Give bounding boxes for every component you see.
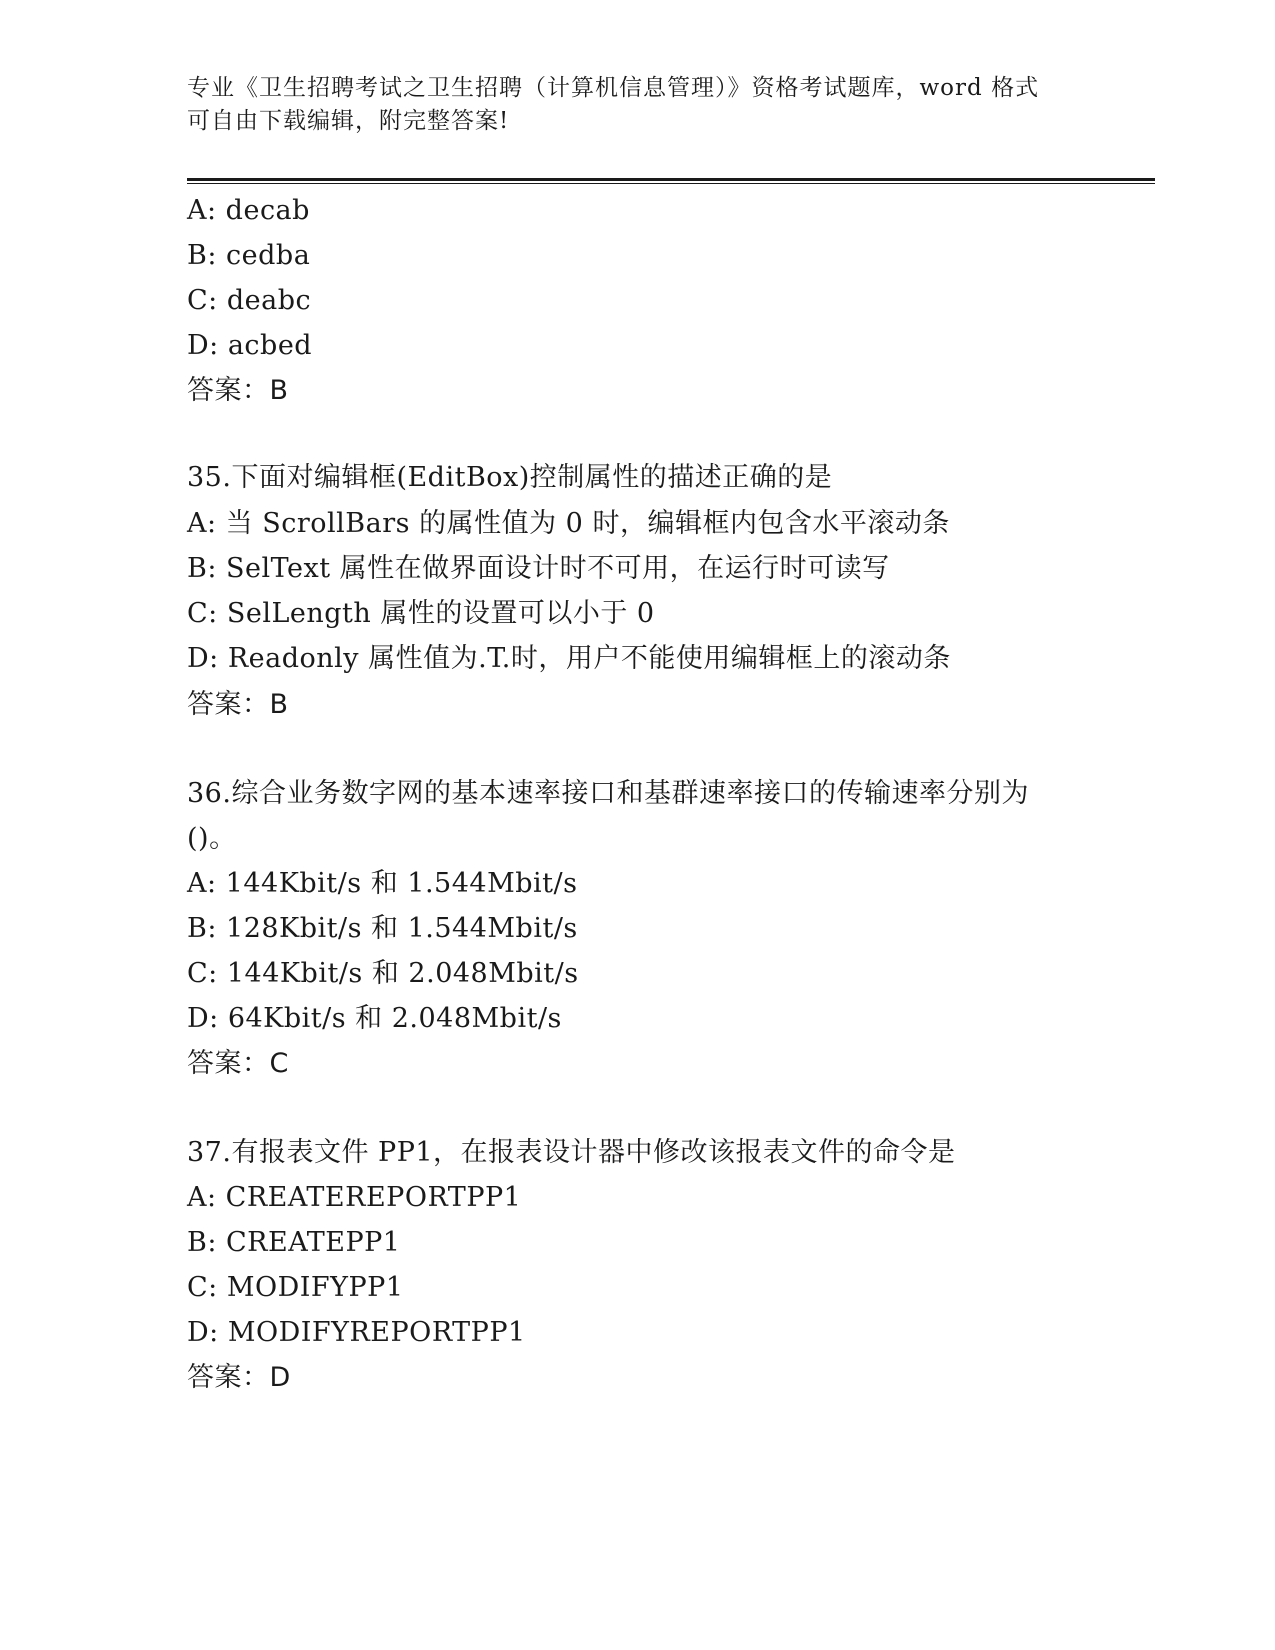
- answer-label: 答案：B: [187, 689, 289, 720]
- option-c: C: SelLength 属性的设置可以小于 0: [187, 598, 655, 629]
- option-b: B: SelText 属性在做界面设计时不可用，在运行时可读写: [187, 553, 890, 584]
- answer-label: 答案：D: [187, 1362, 291, 1393]
- option-b: B: cedba: [187, 240, 311, 271]
- option-d: D: 64Kbit/s 和 2.048Mbit/s: [187, 1003, 562, 1034]
- option-d: D: Readonly 属性值为.T.时，用户不能使用编辑框上的滚动条: [187, 643, 951, 674]
- option-d: D: acbed: [187, 330, 313, 361]
- option-c: C: 144Kbit/s 和 2.048Mbit/s: [187, 958, 579, 989]
- header-line-1: 专业《卫生招聘考试之卫生招聘（计算机信息管理）》资格考试题库，word 格式: [187, 75, 1040, 101]
- option-b: B: 128Kbit/s 和 1.544Mbit/s: [187, 913, 578, 944]
- question-stem: 37.有报表文件 PP1，在报表设计器中修改该报表文件的命令是: [187, 1137, 956, 1168]
- question-stem-continued: ()。: [187, 823, 237, 854]
- page-header: [187, 72, 1087, 138]
- question-stem: 36.综合业务数字网的基本速率接口和基群速率接口的传输速率分别为: [187, 778, 1029, 809]
- option-a: A: decab: [187, 195, 310, 226]
- option-c: C: MODIFYPP1: [187, 1272, 404, 1303]
- option-d: D: MODIFYREPORTPP1: [187, 1317, 526, 1348]
- answer-label: 答案：B: [187, 375, 289, 406]
- header-line-2: 可自由下载编辑，附完整答案!: [187, 108, 510, 134]
- option-b: B: CREATEPP1: [187, 1227, 401, 1258]
- answer-label: 答案：C: [187, 1048, 289, 1079]
- option-c: C: deabc: [187, 285, 312, 316]
- question-stem: 35.下面对编辑框(EditBox)控制属性的描述正确的是: [187, 462, 833, 493]
- option-a: A: 144Kbit/s 和 1.544Mbit/s: [187, 868, 578, 899]
- option-a: A: CREATEREPORTPP1: [187, 1182, 522, 1213]
- header-divider-thick: [187, 178, 1155, 181]
- header-divider-thin: [187, 183, 1155, 184]
- option-a: A: 当 ScrollBars 的属性值为 0 时，编辑框内包含水平滚动条: [187, 508, 950, 539]
